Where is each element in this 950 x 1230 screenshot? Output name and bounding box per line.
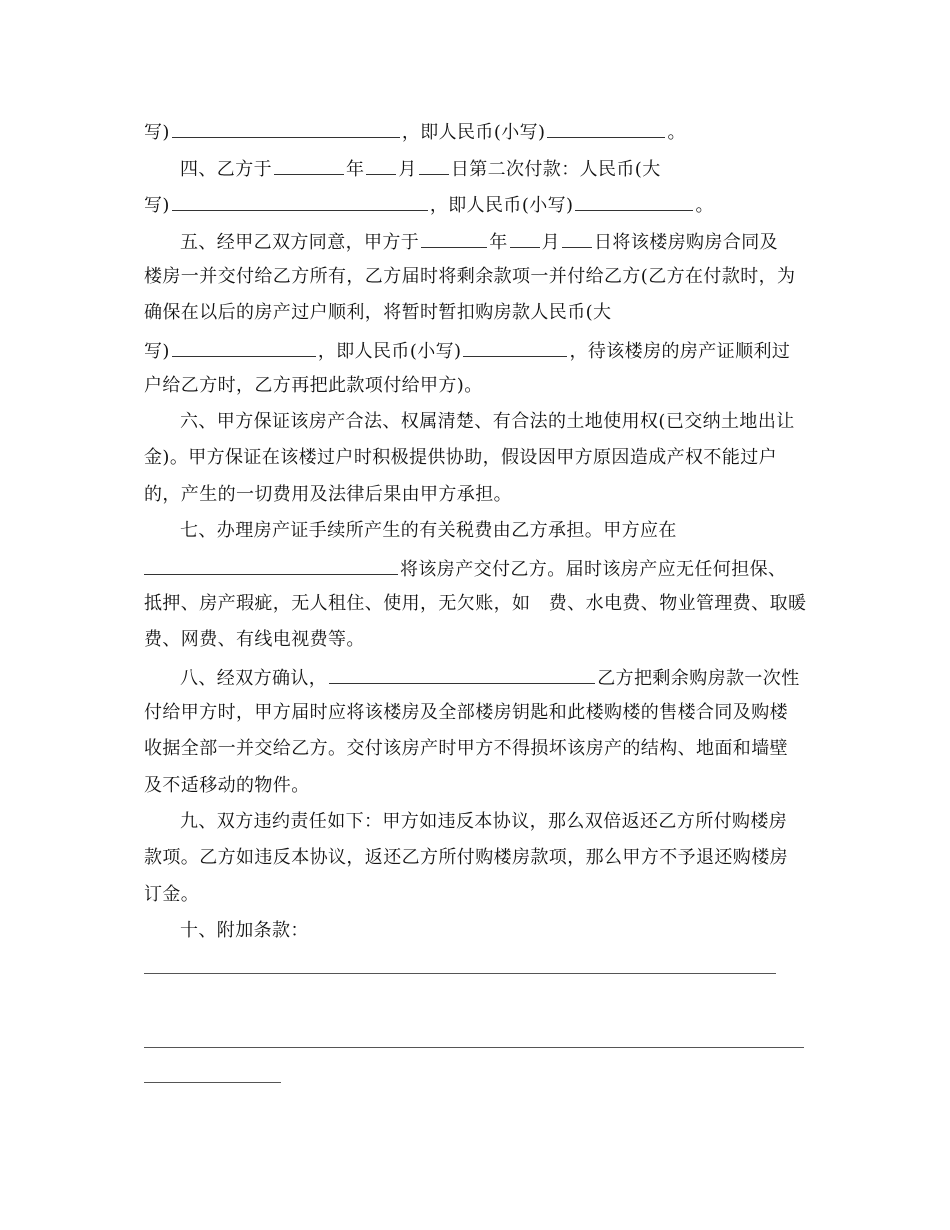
blank-field[interactable] [463,338,567,357]
blank-field[interactable] [172,338,316,357]
blank-field[interactable] [547,119,665,138]
blank-field[interactable] [419,156,449,175]
text-line [180,810,787,834]
text-fragment: 楼房一并交付给乙方所有，乙方届时将剩余款项一并付给乙方(乙方在付款时，为 [144,266,796,287]
text-line [180,919,309,943]
text-fragment: 。 [695,195,714,216]
text-fragment: 写) [144,195,170,216]
text-line [144,628,365,652]
text-fragment: ，即人民币(小写) [401,122,546,143]
text-fragment: ，即人民币(小写) [317,341,462,362]
blank-field[interactable] [329,665,595,684]
text-line [144,592,806,616]
text-line [180,156,661,182]
text-fragment: 写) [144,341,170,362]
blank-field[interactable] [144,556,398,575]
text-fragment: 乙方把剩余购房款一次性 [597,668,800,689]
text-fragment: 四、乙方于 [180,159,272,180]
text-fragment: 费、网费、有线电视费等。 [144,629,365,650]
blank-field[interactable] [510,229,540,248]
text-fragment: ，即人民币(小写) [429,195,574,216]
blank-field[interactable] [274,156,344,175]
text-fragment: 月 [541,232,561,253]
text-line [144,701,788,725]
text-fragment: 付给甲方时，甲方届时应将该楼房及全部楼房钥匙和此楼购楼的售楼合同及购楼 [144,702,788,723]
blank-field[interactable] [366,156,396,175]
text-fragment: 日将该楼房购房合同及 [594,232,779,253]
text-line [180,410,795,434]
blank-rule[interactable] [144,973,776,974]
text-fragment: 九、双方违约责任如下：甲方如违反本协议，那么双倍返还乙方所付购楼房 [180,811,788,832]
text-fragment: 。 [667,122,686,143]
blank-field[interactable] [172,119,400,138]
text-fragment: 抵押、房产瑕疵，无人租住、使用，无欠账，如 费、水电费、物业管理费、取暖 [144,593,807,614]
text-line [144,483,512,507]
text-fragment: 年 [489,232,508,253]
text-fragment: 的，产生的一切费用及法律后果由甲方承担。 [144,484,512,505]
text-line [144,265,795,289]
text-line [144,301,611,325]
text-fragment: 户给乙方时，乙方再把此款项付给甲方)。 [144,375,483,396]
text-fragment: 写) [144,122,170,143]
text-line [144,846,788,870]
text-fragment: 日第二次付款：人民币(大 [450,159,661,180]
text-fragment: 订金。 [144,884,200,905]
text-fragment: 确保在以后的房产过户顺利，将暂时暂扣购房款人民币(大 [144,302,612,323]
text-line [180,665,800,691]
text-fragment: 八、经双方确认， [180,668,328,689]
text-fragment: 金)。甲方保证在该楼过户时积极提供协助，假设因甲方原因造成产权不能过户 [144,447,778,468]
text-line [144,192,714,218]
text-fragment: 六、甲方保证该房产合法、权属清楚、有合法的土地使用权(已交纳土地出让 [180,411,795,432]
text-fragment: 年 [346,159,365,180]
text-line [180,519,677,543]
blank-field[interactable] [421,229,487,248]
text-fragment: ，待该楼房的房产证顺利过 [569,341,791,362]
blank-field[interactable] [562,229,592,248]
text-line [144,556,786,582]
text-line [144,338,790,364]
blank-rule[interactable] [144,1047,804,1048]
text-line [144,737,788,761]
text-line [144,774,310,798]
blank-rule[interactable] [144,1082,281,1083]
text-fragment: 五、经甲乙双方同意，甲方于 [180,232,420,253]
blank-field[interactable] [172,192,428,211]
text-line [144,374,483,398]
blank-field[interactable] [575,192,693,211]
text-line [144,119,686,145]
text-fragment: 将该房产交付乙方。届时该房产应无任何担保、 [400,559,787,580]
text-fragment: 款项。乙方如违反本协议，返还乙方所付购楼房款项，那么甲方不予退还购楼房 [144,847,788,868]
text-line [180,229,778,255]
text-fragment: 月 [398,159,417,180]
text-line [144,883,199,907]
text-fragment: 十、附加条款： [180,920,309,941]
text-fragment: 七、办理房产证手续所产生的有关税费由乙方承担。甲方应在 [180,520,677,541]
text-fragment: 收据全部一并交给乙方。交付该房产时甲方不得损坏该房产的结构、地面和墙壁 [144,738,788,759]
text-line [144,446,777,470]
text-fragment: 及不适移动的物件。 [144,775,310,796]
